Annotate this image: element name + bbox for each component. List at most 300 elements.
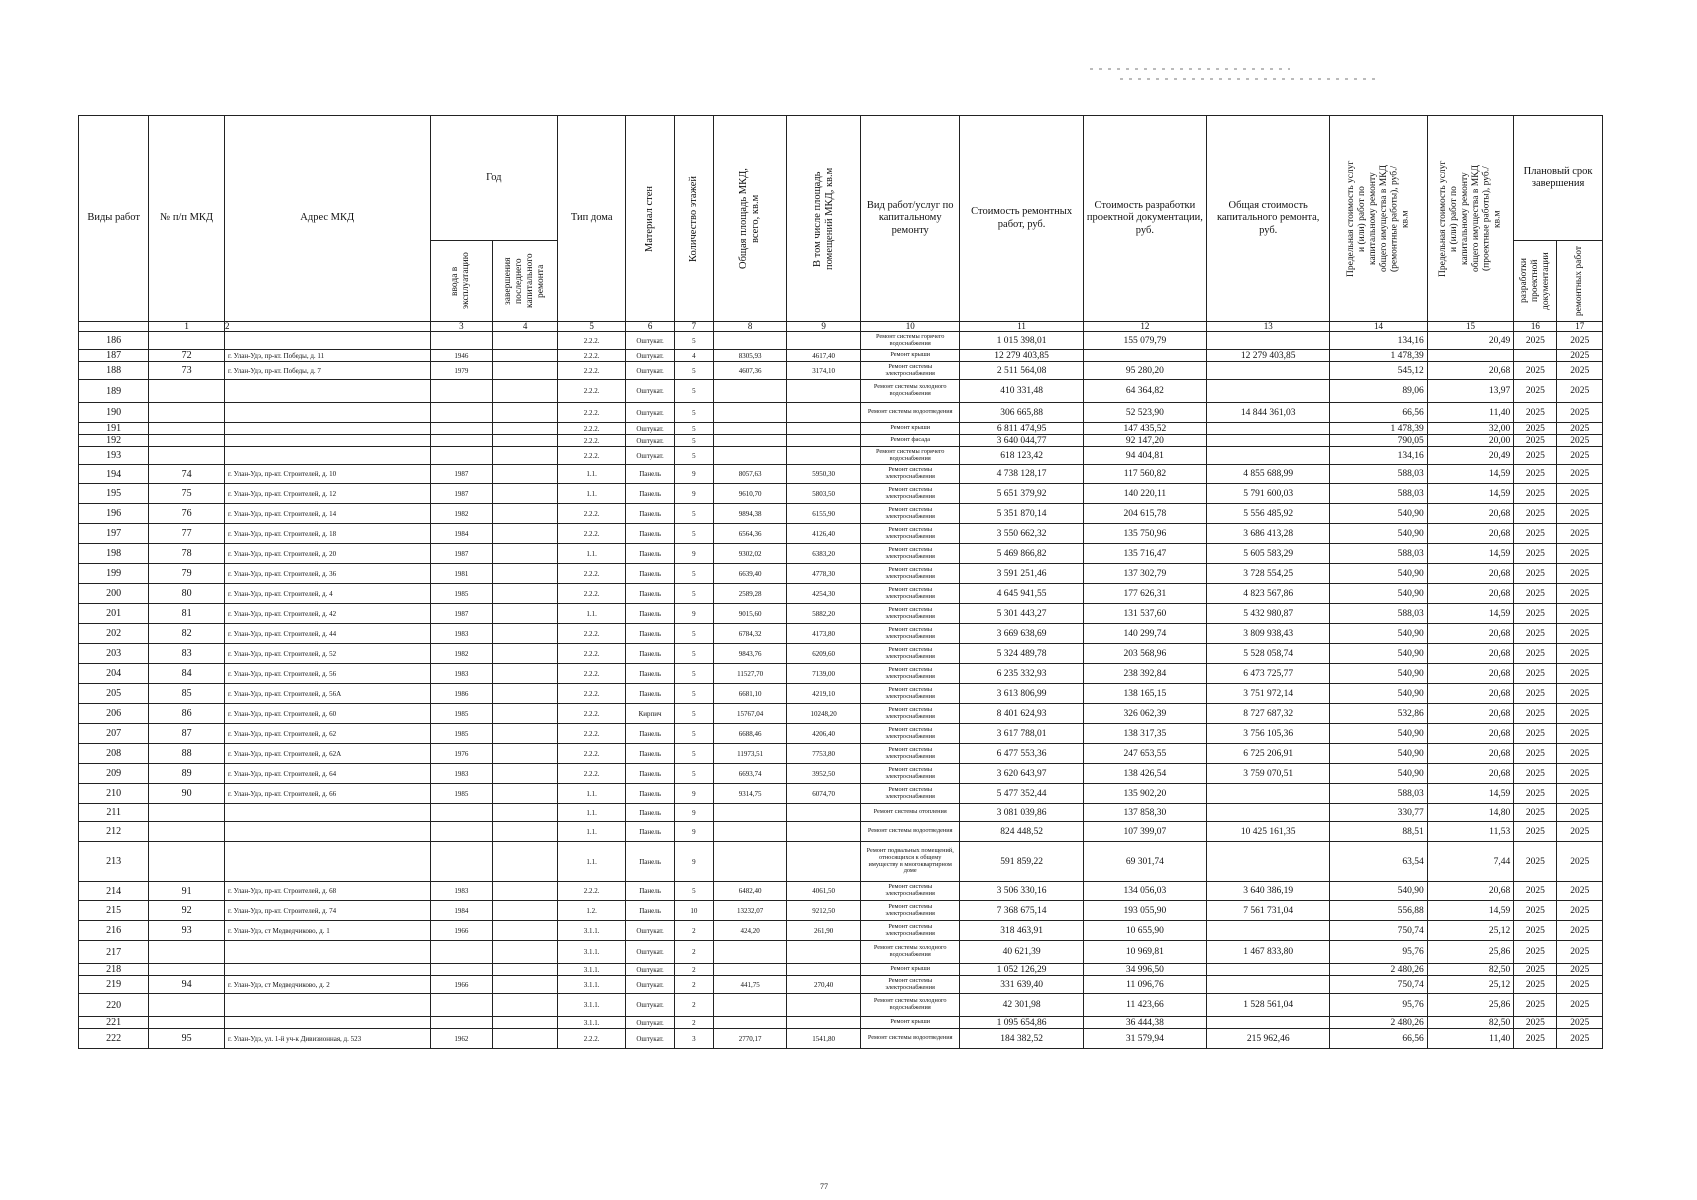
- cell-deadline-repair: 2025: [1557, 744, 1603, 764]
- table-row: [79, 804, 1603, 822]
- cell-house-type: 3.1.1.: [558, 994, 626, 1017]
- cell-design-cost: 52 523,90: [1083, 403, 1206, 423]
- cell-year-last-repair: [493, 882, 558, 901]
- cell-row-number: 217: [79, 941, 149, 964]
- header-vid-rabot: Вид работ/услуг по капитальному ремонту: [860, 116, 960, 322]
- cell-total-cost: 3 686 413,28: [1207, 524, 1330, 544]
- cell-repair-cost: 6 477 553,36: [960, 744, 1083, 764]
- cell-limit-design: 25,12: [1427, 976, 1514, 994]
- cell-repair-cost: 3 613 806,99: [960, 684, 1083, 704]
- cell-mkd-number: 79: [149, 564, 225, 584]
- header-etazhi: Количество этажей: [674, 116, 713, 322]
- cell-wall-material: Панель: [626, 684, 675, 704]
- header-srok: Плановый срок завершения: [1514, 116, 1603, 241]
- cell-limit-repair: 134,16: [1330, 447, 1427, 465]
- cell-mkd-number: [149, 822, 225, 842]
- cell-year-commissioned: [430, 403, 493, 423]
- cell-year-commissioned: 1987: [430, 544, 493, 564]
- cell-design-cost: 177 626,31: [1083, 584, 1206, 604]
- cell-design-cost: 138 165,15: [1083, 684, 1206, 704]
- cell-design-cost: 10 969,81: [1083, 941, 1206, 964]
- cell-deadline-repair: 2025: [1557, 784, 1603, 804]
- cell-premises-area: [787, 1017, 861, 1029]
- cell-house-type: 2.2.2.: [558, 724, 626, 744]
- cell-repair-cost: 7 368 675,14: [960, 901, 1083, 921]
- cell-work-type: Ремонт системы электроснабжения: [860, 704, 960, 724]
- table-row: [79, 704, 1603, 724]
- cell-year-last-repair: [493, 544, 558, 564]
- header-nomer-mkd: № п/п МКД: [149, 116, 225, 322]
- cell-repair-cost: 1 015 398,01: [960, 332, 1083, 350]
- cell-floors: 5: [674, 584, 713, 604]
- cell-mkd-number: 74: [149, 465, 225, 484]
- table-row: [79, 994, 1603, 1017]
- cell-row-number: 197: [79, 524, 149, 544]
- cell-repair-cost: 306 665,88: [960, 403, 1083, 423]
- cell-year-commissioned: 1987: [430, 604, 493, 624]
- table-row: [79, 644, 1603, 664]
- cell-year-commissioned: [430, 822, 493, 842]
- cell-deadline-repair: 2025: [1557, 724, 1603, 744]
- cell-total-cost: [1207, 976, 1330, 994]
- cell-row-number: 196: [79, 504, 149, 524]
- cell-house-type: 2.2.2.: [558, 584, 626, 604]
- cell-deadline-design: 2025: [1514, 994, 1557, 1017]
- cell-design-cost: 140 220,11: [1083, 484, 1206, 504]
- cell-floors: 3: [674, 1029, 713, 1049]
- cell-repair-cost: 3 617 788,01: [960, 724, 1083, 744]
- cell-wall-material: Оштукат.: [626, 380, 675, 403]
- cell-year-commissioned: 1983: [430, 624, 493, 644]
- cell-mkd-number: 91: [149, 882, 225, 901]
- cell-floors: 9: [674, 784, 713, 804]
- cell-premises-area: 4206,40: [787, 724, 861, 744]
- cell-wall-material: Оштукат.: [626, 435, 675, 447]
- cell-limit-repair: 540,90: [1330, 724, 1427, 744]
- cell-address: г. Улан-Удэ, пр-кт. Строителей, д. 44: [225, 624, 431, 644]
- cell-limit-repair: 540,90: [1330, 882, 1427, 901]
- cell-limit-design: 20,68: [1427, 362, 1514, 380]
- cell-year-last-repair: [493, 484, 558, 504]
- cell-repair-cost: 3 640 044,77: [960, 435, 1083, 447]
- table-row: [79, 544, 1603, 564]
- cell-floors: 9: [674, 842, 713, 882]
- cell-house-type: 2.2.2.: [558, 504, 626, 524]
- cell-year-last-repair: [493, 1017, 558, 1029]
- cell-house-type: 1.1.: [558, 465, 626, 484]
- cell-row-number: 218: [79, 964, 149, 976]
- cell-year-commissioned: 1985: [430, 724, 493, 744]
- cell-premises-area: 261,90: [787, 921, 861, 941]
- cell-design-cost: 155 079,79: [1083, 332, 1206, 350]
- cell-house-type: 2.2.2.: [558, 524, 626, 544]
- cell-total-area: 11527,70: [713, 664, 787, 684]
- cell-house-type: 1.1.: [558, 842, 626, 882]
- cell-address: г. Улан-Удэ, ст Медведчиково, д. 1: [225, 921, 431, 941]
- cell-design-cost: 131 537,60: [1083, 604, 1206, 624]
- cell-total-cost: 4 855 688,99: [1207, 465, 1330, 484]
- cell-repair-cost: 1 052 126,29: [960, 964, 1083, 976]
- cell-address: [225, 822, 431, 842]
- table-row: [79, 403, 1603, 423]
- cell-address: [225, 332, 431, 350]
- cell-mkd-number: [149, 447, 225, 465]
- cell-repair-cost: 824 448,52: [960, 822, 1083, 842]
- cell-wall-material: Панель: [626, 764, 675, 784]
- cell-row-number: 214: [79, 882, 149, 901]
- cell-mkd-number: 92: [149, 901, 225, 921]
- cell-wall-material: Панель: [626, 465, 675, 484]
- cell-year-last-repair: [493, 504, 558, 524]
- cell-work-type: Ремонт системы электроснабжения: [860, 744, 960, 764]
- col-number: 7: [674, 322, 713, 332]
- cell-design-cost: 31 579,94: [1083, 1029, 1206, 1049]
- cell-limit-design: 11,40: [1427, 1029, 1514, 1049]
- cell-year-last-repair: [493, 842, 558, 882]
- cell-premises-area: [787, 423, 861, 435]
- cell-year-commissioned: 1966: [430, 921, 493, 941]
- cell-limit-design: 20,68: [1427, 882, 1514, 901]
- cell-house-type: 2.2.2.: [558, 362, 626, 380]
- cell-limit-repair: 540,90: [1330, 684, 1427, 704]
- cell-deadline-repair: 2025: [1557, 1017, 1603, 1029]
- cell-repair-cost: 331 639,40: [960, 976, 1083, 994]
- cell-design-cost: 137 858,30: [1083, 804, 1206, 822]
- cell-house-type: 2.2.2.: [558, 882, 626, 901]
- cell-total-cost: 1 467 833,80: [1207, 941, 1330, 964]
- cell-total-area: [713, 435, 787, 447]
- cell-deadline-design: 2025: [1514, 704, 1557, 724]
- cell-limit-repair: 540,90: [1330, 564, 1427, 584]
- cell-mkd-number: 86: [149, 704, 225, 724]
- cell-deadline-repair: 2025: [1557, 423, 1603, 435]
- cell-row-number: 186: [79, 332, 149, 350]
- header-srok-rem: ремонтных работ: [1557, 241, 1603, 322]
- cell-design-cost: 238 392,84: [1083, 664, 1206, 684]
- table-row: [79, 784, 1603, 804]
- cell-house-type: 2.2.2.: [558, 704, 626, 724]
- cell-design-cost: 36 444,38: [1083, 1017, 1206, 1029]
- header-ploshad-obsh: Общая площадь МКД, всего, кв.м: [713, 116, 787, 322]
- table-row: [79, 724, 1603, 744]
- cell-design-cost: [1083, 350, 1206, 362]
- cell-floors: 9: [674, 604, 713, 624]
- cell-address: [225, 435, 431, 447]
- cell-address: [225, 994, 431, 1017]
- cell-design-cost: 64 364,82: [1083, 380, 1206, 403]
- cell-address: г. Улан-Удэ, пр-кт. Строителей, д. 52: [225, 644, 431, 664]
- cell-year-last-repair: [493, 764, 558, 784]
- cell-limit-repair: 790,05: [1330, 435, 1427, 447]
- cell-work-type: Ремонт системы электроснабжения: [860, 524, 960, 544]
- cell-deadline-repair: 2025: [1557, 484, 1603, 504]
- cell-limit-design: 32,00: [1427, 423, 1514, 435]
- cell-repair-cost: 1 095 654,86: [960, 1017, 1083, 1029]
- cell-wall-material: Оштукат.: [626, 941, 675, 964]
- header-god: Год: [430, 116, 558, 241]
- col-number: 3: [430, 322, 493, 332]
- cell-design-cost: 135 902,20: [1083, 784, 1206, 804]
- cell-deadline-repair: 2025: [1557, 465, 1603, 484]
- table-row: [79, 362, 1603, 380]
- cell-mkd-number: [149, 380, 225, 403]
- cell-design-cost: 203 568,96: [1083, 644, 1206, 664]
- cell-design-cost: 107 399,07: [1083, 822, 1206, 842]
- cell-limit-repair: 63,54: [1330, 842, 1427, 882]
- cell-total-cost: [1207, 423, 1330, 435]
- cell-wall-material: Панель: [626, 644, 675, 664]
- cell-design-cost: 34 996,50: [1083, 964, 1206, 976]
- cell-deadline-design: 2025: [1514, 362, 1557, 380]
- cell-floors: 2: [674, 1017, 713, 1029]
- cell-limit-repair: 588,03: [1330, 544, 1427, 564]
- cell-total-cost: 3 809 938,43: [1207, 624, 1330, 644]
- cell-wall-material: Оштукат.: [626, 332, 675, 350]
- cell-deadline-repair: 2025: [1557, 822, 1603, 842]
- cell-deadline-design: 2025: [1514, 584, 1557, 604]
- table-row: [79, 964, 1603, 976]
- col-number: 15: [1427, 322, 1514, 332]
- cell-house-type: 3.1.1.: [558, 964, 626, 976]
- cell-work-type: Ремонт системы электроснабжения: [860, 644, 960, 664]
- cell-total-cost: 14 844 361,03: [1207, 403, 1330, 423]
- cell-row-number: 207: [79, 724, 149, 744]
- cell-total-area: [713, 447, 787, 465]
- cell-deadline-repair: 2025: [1557, 380, 1603, 403]
- cell-premises-area: 7753,80: [787, 744, 861, 764]
- cell-limit-repair: 750,74: [1330, 921, 1427, 941]
- cell-total-cost: 4 823 567,86: [1207, 584, 1330, 604]
- cell-year-commissioned: 1983: [430, 664, 493, 684]
- cell-repair-cost: 410 331,48: [960, 380, 1083, 403]
- cell-mkd-number: [149, 804, 225, 822]
- cell-mkd-number: [149, 1017, 225, 1029]
- cell-total-area: 2770,17: [713, 1029, 787, 1049]
- cell-deadline-repair: 2025: [1557, 994, 1603, 1017]
- cell-total-area: 6564,36: [713, 524, 787, 544]
- cell-limit-design: 20,68: [1427, 724, 1514, 744]
- cell-total-cost: 3 759 070,51: [1207, 764, 1330, 784]
- table-row: [79, 901, 1603, 921]
- cell-year-commissioned: 1976: [430, 744, 493, 764]
- header-god-remont: завершения последнего капитального ремонта: [493, 241, 558, 322]
- cell-deadline-design: 2025: [1514, 921, 1557, 941]
- header-god-vvod: ввода в эксплуатацию: [430, 241, 493, 322]
- col-number: 8: [713, 322, 787, 332]
- cell-total-area: 6688,46: [713, 724, 787, 744]
- cell-limit-design: 20,49: [1427, 332, 1514, 350]
- cell-address: г. Улан-Удэ, ул. 1-й уч-к Дивизионная, д. 523: [225, 1029, 431, 1049]
- cell-limit-design: 82,50: [1427, 964, 1514, 976]
- cell-mkd-number: [149, 842, 225, 882]
- table-row: [79, 1029, 1603, 1049]
- cell-design-cost: 326 062,39: [1083, 704, 1206, 724]
- cell-work-type: Ремонт системы электроснабжения: [860, 584, 960, 604]
- cell-limit-design: 14,59: [1427, 484, 1514, 504]
- cell-premises-area: 6155,90: [787, 504, 861, 524]
- cell-work-type: Ремонт системы электроснабжения: [860, 664, 960, 684]
- cell-deadline-design: 2025: [1514, 332, 1557, 350]
- cell-row-number: 221: [79, 1017, 149, 1029]
- cell-deadline-design: 2025: [1514, 764, 1557, 784]
- cell-design-cost: 92 147,20: [1083, 435, 1206, 447]
- cell-design-cost: 193 055,90: [1083, 901, 1206, 921]
- table-row: [79, 1017, 1603, 1029]
- cell-floors: 5: [674, 764, 713, 784]
- cell-limit-design: 20,68: [1427, 524, 1514, 544]
- cell-wall-material: Панель: [626, 624, 675, 644]
- cell-mkd-number: 84: [149, 664, 225, 684]
- cell-floors: 9: [674, 465, 713, 484]
- col-number: [79, 322, 149, 332]
- cell-total-cost: [1207, 964, 1330, 976]
- cell-deadline-design: 2025: [1514, 465, 1557, 484]
- cell-total-area: [713, 403, 787, 423]
- table-row: [79, 822, 1603, 842]
- cell-floors: 2: [674, 994, 713, 1017]
- cell-mkd-number: 89: [149, 764, 225, 784]
- cell-year-commissioned: 1983: [430, 764, 493, 784]
- cell-year-last-repair: [493, 744, 558, 764]
- cell-row-number: 208: [79, 744, 149, 764]
- cell-premises-area: 4061,50: [787, 882, 861, 901]
- cell-work-type: Ремонт системы горячего водоснабжения: [860, 447, 960, 465]
- cell-row-number: 190: [79, 403, 149, 423]
- cell-work-type: Ремонт крыши: [860, 350, 960, 362]
- cell-deadline-design: 2025: [1514, 964, 1557, 976]
- cell-work-type: Ремонт крыши: [860, 1017, 960, 1029]
- cell-limit-repair: 2 480,26: [1330, 1017, 1427, 1029]
- cell-year-commissioned: [430, 380, 493, 403]
- cell-premises-area: 6074,70: [787, 784, 861, 804]
- cell-premises-area: 4173,80: [787, 624, 861, 644]
- cell-floors: 9: [674, 544, 713, 564]
- cell-limit-repair: 588,03: [1330, 465, 1427, 484]
- cell-year-last-repair: [493, 964, 558, 976]
- cell-deadline-repair: 2025: [1557, 704, 1603, 724]
- cell-deadline-repair: 2025: [1557, 564, 1603, 584]
- table-row: [79, 941, 1603, 964]
- cell-year-commissioned: 1984: [430, 901, 493, 921]
- cell-year-last-repair: [493, 403, 558, 423]
- cell-deadline-design: 2025: [1514, 403, 1557, 423]
- capital-repair-table: [78, 115, 1603, 1049]
- cell-limit-repair: 540,90: [1330, 524, 1427, 544]
- cell-row-number: 219: [79, 976, 149, 994]
- cell-repair-cost: 42 301,98: [960, 994, 1083, 1017]
- col-number: 11: [960, 322, 1083, 332]
- header-pred-pd: Предельная стоимость услуг и (или) работ по капитальному ремонту общего имущества в МКД (проектные работы), руб./кв.м: [1427, 116, 1514, 322]
- cell-address: г. Улан-Удэ, пр-кт. Строителей, д. 62: [225, 724, 431, 744]
- cell-mkd-number: 76: [149, 504, 225, 524]
- cell-deadline-repair: 2025: [1557, 584, 1603, 604]
- cell-year-commissioned: [430, 1017, 493, 1029]
- col-number: 12: [1083, 322, 1206, 332]
- cell-address: г. Улан-Удэ, пр-кт. Победы, д. 7: [225, 362, 431, 380]
- cell-deadline-repair: 2025: [1557, 604, 1603, 624]
- cell-repair-cost: 3 081 039,86: [960, 804, 1083, 822]
- cell-mkd-number: [149, 423, 225, 435]
- cell-work-type: Ремонт системы горячего водоснабжения: [860, 332, 960, 350]
- cell-mkd-number: 82: [149, 624, 225, 644]
- cell-repair-cost: 40 621,39: [960, 941, 1083, 964]
- cell-year-commissioned: [430, 435, 493, 447]
- cell-row-number: 199: [79, 564, 149, 584]
- cell-mkd-number: [149, 332, 225, 350]
- cell-year-commissioned: 1985: [430, 704, 493, 724]
- cell-premises-area: [787, 380, 861, 403]
- cell-limit-design: 14,59: [1427, 465, 1514, 484]
- cell-house-type: 2.2.2.: [558, 447, 626, 465]
- cell-limit-repair: 66,56: [1330, 1029, 1427, 1049]
- cell-deadline-repair: 2025: [1557, 332, 1603, 350]
- cell-deadline-repair: 2025: [1557, 764, 1603, 784]
- cell-deadline-design: 2025: [1514, 435, 1557, 447]
- cell-wall-material: Панель: [626, 901, 675, 921]
- cell-wall-material: Оштукат.: [626, 447, 675, 465]
- cell-year-commissioned: [430, 941, 493, 964]
- cell-address: г. Улан-Удэ, пр-кт. Строителей, д. 56: [225, 664, 431, 684]
- cell-floors: 9: [674, 804, 713, 822]
- cell-house-type: 2.2.2.: [558, 350, 626, 362]
- cell-year-commissioned: [430, 842, 493, 882]
- cell-premises-area: 7139,00: [787, 664, 861, 684]
- cell-floors: 5: [674, 362, 713, 380]
- cell-wall-material: Оштукат.: [626, 403, 675, 423]
- cell-year-last-repair: [493, 644, 558, 664]
- cell-mkd-number: 78: [149, 544, 225, 564]
- col-number: 6: [626, 322, 675, 332]
- cell-deadline-design: 2025: [1514, 941, 1557, 964]
- cell-mkd-number: 72: [149, 350, 225, 362]
- cell-design-cost: 95 280,20: [1083, 362, 1206, 380]
- cell-total-area: [713, 380, 787, 403]
- cell-repair-cost: 5 301 443,27: [960, 604, 1083, 624]
- cell-year-last-repair: [493, 941, 558, 964]
- cell-floors: 5: [674, 644, 713, 664]
- cell-wall-material: Панель: [626, 484, 675, 504]
- cell-premises-area: 5882,20: [787, 604, 861, 624]
- cell-mkd-number: [149, 941, 225, 964]
- cell-total-cost: 12 279 403,85: [1207, 350, 1330, 362]
- cell-work-type: Ремонт системы электроснабжения: [860, 624, 960, 644]
- cell-address: г. Улан-Удэ, пр-кт. Строителей, д. 42: [225, 604, 431, 624]
- cell-work-type: Ремонт системы электроснабжения: [860, 764, 960, 784]
- cell-deadline-design: 2025: [1514, 1017, 1557, 1029]
- cell-limit-repair: 89,06: [1330, 380, 1427, 403]
- cell-design-cost: 140 299,74: [1083, 624, 1206, 644]
- cell-premises-area: [787, 822, 861, 842]
- cell-total-cost: 3 640 386,19: [1207, 882, 1330, 901]
- cell-total-cost: [1207, 362, 1330, 380]
- cell-work-type: Ремонт системы электроснабжения: [860, 784, 960, 804]
- cell-deadline-design: 2025: [1514, 564, 1557, 584]
- cell-limit-repair: 540,90: [1330, 624, 1427, 644]
- cell-premises-area: [787, 842, 861, 882]
- cell-deadline-repair: 2025: [1557, 403, 1603, 423]
- cell-limit-design: 14,59: [1427, 784, 1514, 804]
- header-adres: Адрес МКД: [225, 116, 431, 322]
- cell-house-type: 3.1.1.: [558, 921, 626, 941]
- cell-deadline-repair: 2025: [1557, 524, 1603, 544]
- cell-row-number: 204: [79, 664, 149, 684]
- table-row: [79, 842, 1603, 882]
- cell-limit-design: 14,59: [1427, 901, 1514, 921]
- cell-work-type: Ремонт системы электроснабжения: [860, 976, 960, 994]
- cell-repair-cost: 6 235 332,93: [960, 664, 1083, 684]
- cell-work-type: Ремонт системы электроснабжения: [860, 604, 960, 624]
- cell-premises-area: 270,40: [787, 976, 861, 994]
